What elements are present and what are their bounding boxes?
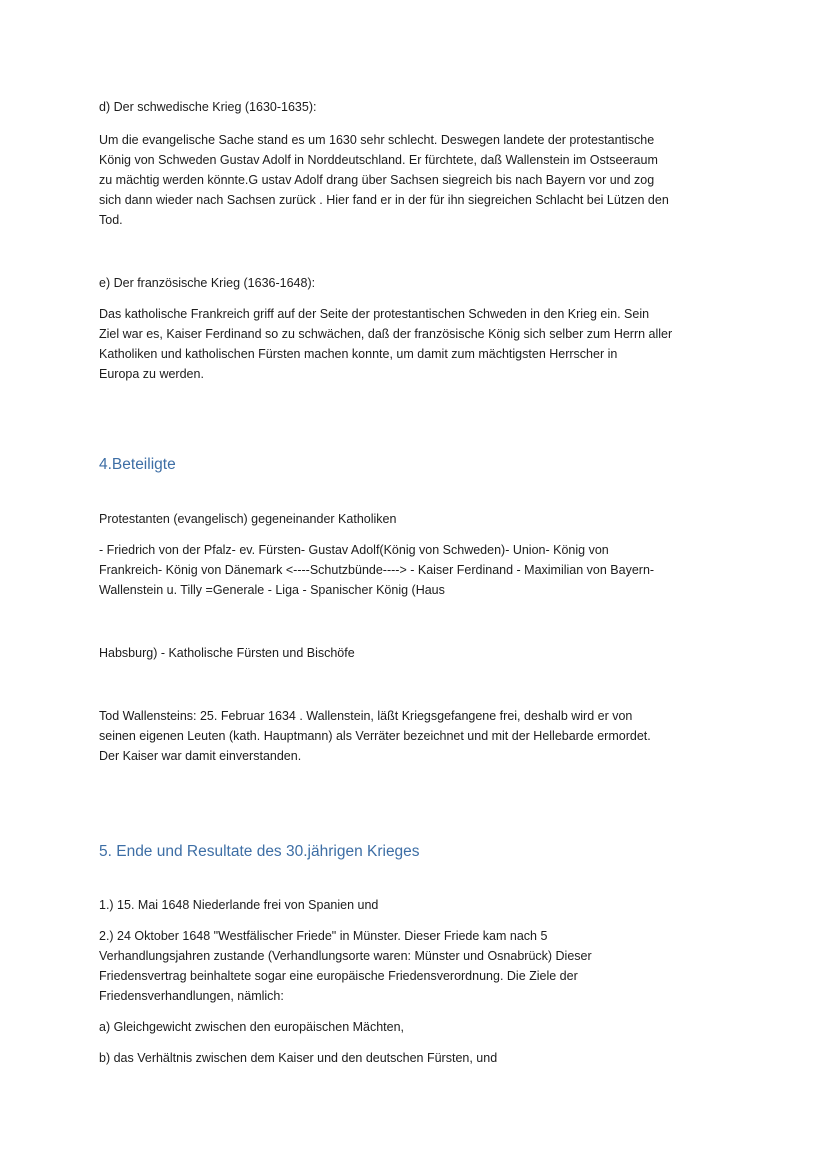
ende-item-2 [99, 926, 799, 1006]
ende-item-1-block [99, 895, 799, 915]
wallenstein-death-paragraph [99, 706, 799, 766]
beteiligte-heading: 4.Beteiligte [99, 456, 176, 473]
paragraph-line: Europa zu werden. [99, 367, 204, 381]
paragraph-line: Friedensverhandlungen, nämlich: [99, 989, 284, 1003]
ende-item-a: a) Gleichgewicht zwischen den europäischen Mächten, [99, 1020, 405, 1034]
paragraph-line: sich dann wieder nach Sachsen zurück . Hier fand er in der für ihn siegreichen Schlacht bei Lützen den [99, 193, 669, 207]
beteiligte-continuation: Habsburg) - Katholische Fürsten und Bischöfe [99, 646, 355, 660]
paragraph-line: Katholiken und katholischen Fürsten machen konnte, um damit zum mächtigsten Herrscher in [99, 347, 618, 361]
beteiligte-intro: Protestanten (evangelisch) gegeneinander Katholiken [99, 512, 397, 526]
ende-heading-block [99, 840, 799, 864]
paragraph-line: Der Kaiser war damit einverstanden. [99, 749, 302, 763]
paragraph-line: seinen eigenen Leuten (kath. Hauptmann) als Verräter bezeichnet und mit der Hellebarde ermordet. [99, 729, 651, 743]
list-line: - Friedrich von der Pfalz- ev. Fürsten- Gustav Adolf(König von Schweden)- Union- König von [99, 543, 609, 557]
paragraph-line: König von Schweden Gustav Adolf in Norddeutschland. Er fürchtete, daß Wallenstein im Ostseeraum [99, 153, 658, 167]
section-e-heading: e) Der französische Krieg (1636-1648): [99, 276, 316, 290]
section-e-paragraph [99, 304, 799, 384]
section-d-heading: d) Der schwedische Krieg (1630-1635): [99, 100, 317, 114]
section-d-heading-block [99, 97, 799, 117]
paragraph-line: Friedensvertrag beinhaltete sogar eine europäische Friedensverordnung. Die Ziele der [99, 969, 578, 983]
paragraph-line: Tod. [99, 213, 123, 227]
beteiligte-list [99, 540, 799, 600]
beteiligte-intro-block [99, 509, 799, 529]
paragraph-line: Verhandlungsjahren zustande (Verhandlungsorte waren: Münster und Osnabrück) Dieser [99, 949, 592, 963]
ende-item-1: 1.) 15. Mai 1648 Niederlande frei von Spanien und [99, 898, 379, 912]
list-line: Wallenstein u. Tilly =Generale - Liga - Spanischer König (Haus [99, 583, 445, 597]
ende-item-b-block [99, 1048, 799, 1068]
paragraph-line: Das katholische Frankreich griff auf der Seite der protestantischen Schweden in den Krieg ein. Sein [99, 307, 650, 321]
ende-item-b: b) das Verhältnis zwischen dem Kaiser und den deutschen Fürsten, und [99, 1051, 498, 1065]
beteiligte-continuation-block [99, 643, 799, 663]
paragraph-line: Ziel war es, Kaiser Ferdinand so zu schwächen, daß der französische König sich selber zum Herrn aller [99, 327, 673, 341]
list-line: Frankreich- König von Dänemark <----Schutzbünde----> - Kaiser Ferdinand - Maximilian von Bayern- [99, 563, 655, 577]
beteiligte-heading-block [99, 453, 799, 477]
ende-item-a-block [99, 1017, 799, 1037]
paragraph-line: Um die evangelische Sache stand es um 1630 sehr schlecht. Deswegen landete der protestantische [99, 133, 655, 147]
paragraph-line: zu mächtig werden könnte.G ustav Adolf drang über Sachsen siegreich bis nach Bayern vor und zog [99, 173, 655, 187]
section-d-paragraph [99, 130, 799, 230]
ende-heading: 5. Ende und Resultate des 30.jährigen Krieges [99, 843, 420, 860]
paragraph-line: 2.) 24 Oktober 1648 "Westfälischer Friede" in Münster. Dieser Friede kam nach 5 [99, 929, 548, 943]
paragraph-line: Tod Wallensteins: 25. Februar 1634 . Wallenstein, läßt Kriegsgefangene frei, deshalb wird er von [99, 709, 633, 723]
section-e-heading-block [99, 273, 799, 293]
